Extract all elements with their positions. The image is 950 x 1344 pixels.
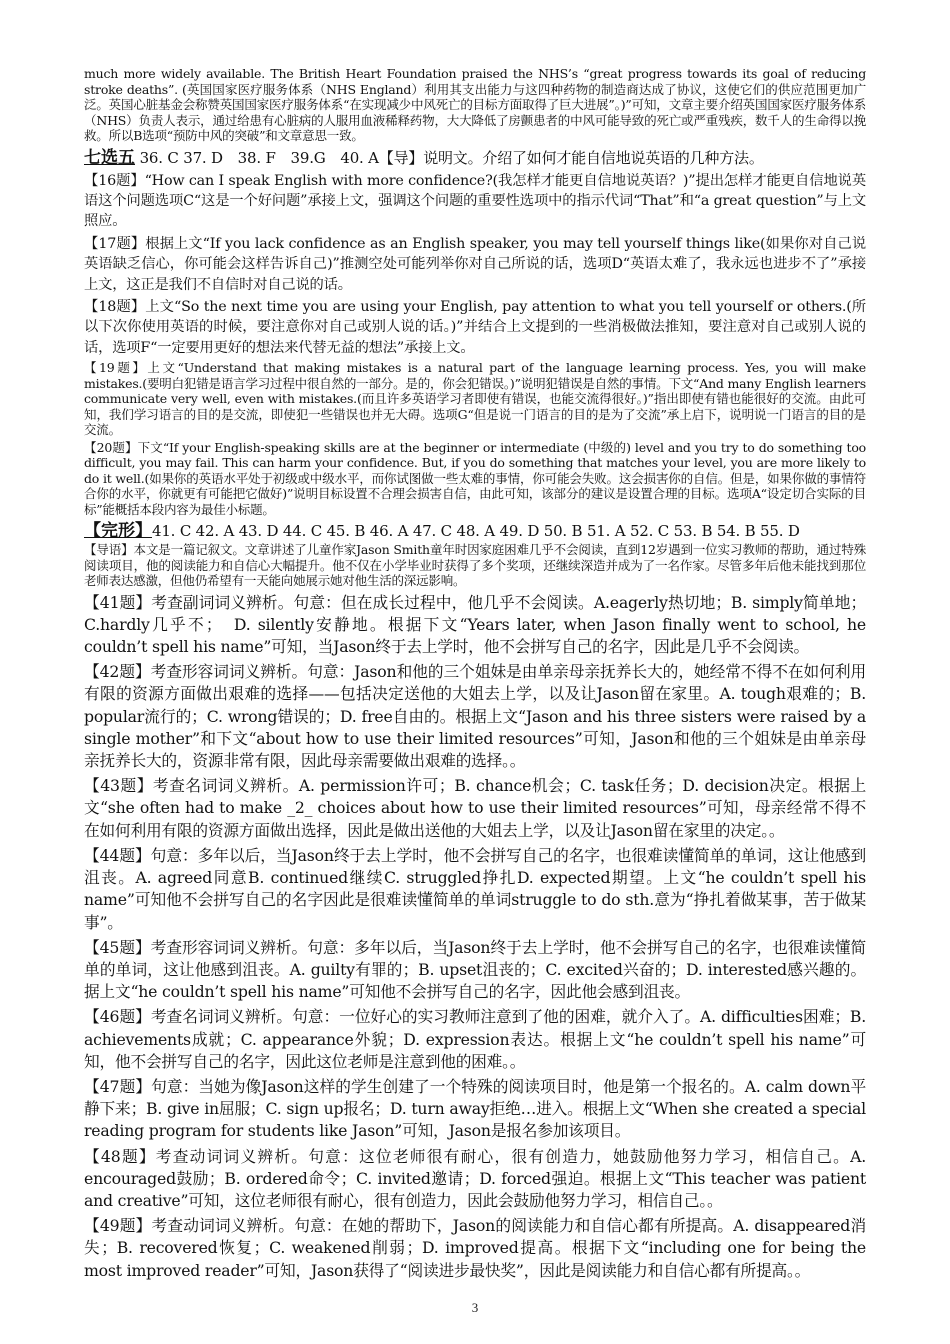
question-47-explanation: 【47题】句意：当她为像Jason这样的学生创建了一个特殊的阅读项目时，他是第一个报名的。A. calm down平静下来；B. give in屈服；C. sign up报名；D. turn away拒绝…进入。根据上文“When she created a special reading program for students like Jason”可知，Jason是报名参加该项目。	[84, 1076, 866, 1141]
question-43-explanation: 【43题】考查名词词义辨析。A. permission许可；B. chance机会；C. task任务；D. decision决定。根据上文“she often had to make _2_ choices about how to use their limited resources”可知，母亲经常不得不在如何利用有限的资源方面做出选择，因此是做出送他的大姐去上学，以及让Jason留在家里的决定。。	[84, 776, 866, 840]
question-20-explanation: 【20题】下文“If your English-speaking skills are at the beginner or intermediate (中级的) level and you try to do something too difficult, you may fail. This can harm your confidence. But, if you do something that matches your level, you are more likely to do it well.(如果你的英语水平处于初级或中级水平，而你试图做一些太难的事情，你可能会失败。这会损害你的自信。但是，如果你做的事情符合你的水平，你就更有可能把它做好)”说明目标设置不合理会损害自信，由此可知，该部分的建议是设置合理的目标。选项A“设定切合实际的目标”能概括本段内容为最佳小标题。	[84, 439, 866, 517]
question-18-explanation: 【18题】上文“So the next time you are using your English, pay attention to what you tell yourself or others.(所以下次你使用英语的时候，要注意你对自己或别人说的话。)”并结合上文提到的一些消极做法推知，要注意对自己或别人说的话，选项F“一定要用更好的想法来代替无益的想法”承接上文。	[84, 298, 866, 356]
section-cloze-title: 【完形】	[84, 521, 152, 542]
question-49-explanation: 【49题】考查动词词义辨析。句意：在她的帮助下，Jason的阅读能力和自信心都有所提高。A. disappeared消失；B. recovered恢复；C. weakened削弱；D. improved提高。根据下文“including one for being the most improved reader”可知，Jason获得了“阅读进步最快奖”，因此是阅读能力和自信心都有所提高。。	[84, 1216, 866, 1280]
question-16-explanation: 【16题】“How can I speak English with more confidence?(我怎样才能更自信地说英语？)”提出怎样才能更自信地说英语这个问题选项C“这是一个好问题”承接上文，强调这个问题的重要性选项中的指示代词“That”和“a great question”与上文照应。	[84, 172, 866, 230]
question-45-explanation: 【45题】考查形容词词义辨析。句意：多年以后，当Jason终于去上学时，他不会拼写自己的名字，也很难读懂简单的单词，这让他感到沮丧。A. guilty有罪的；B. upset沮丧的；C. excited兴奋的；D. interested感兴趣的。据上文“he couldn’t spell his name”可知他不会拼写自己的名字，因此他会感到沮丧。	[84, 937, 866, 1002]
question-44-explanation: 【44题】句意：多年以后，当Jason终于去上学时，他不会拼写自己的名字，也很难读懂简单的单词，这让他感到沮丧。A. agreed同意B. continued继续C. struggled挣扎D. expected期望。上文“he couldn’t spell his name”可知他不会拼写自己的名字因此是很难读懂简单的单词struggle to do sth.意为“挣扎着做某事，苦于做某事”。	[84, 845, 866, 932]
question-19-explanation: 【19题】上文“Understand that making mistakes is a natural part of the language learning process. Yes, you will make mistakes.(要明白犯错是语言学习过程中很自然的一部分。是的，你会犯错误。)”说明犯错误是自然的事情。下文“And many English learners communicate very well, even with mistakes.(而且许多英语学习者即使有错误，也能交流得很好。)”指出即使有错也能很好的交流。由此可知，我们学习语言的目的是交流，即使犯一些错误也并无大碍。选项G“但是说一门语言的目的是为了交流”承上启下，说明说一门语言的目的是交流。	[84, 360, 866, 438]
section-seven-answers: 36. C 37. D 38. F 39.G 40. A【导】说明文。介绍了如何才能自信地说英语的几种方法。	[135, 148, 764, 167]
question-41-explanation: 【41题】考查副词词义辨析。句意：但在成长过程中，他几乎不会阅读。A.eagerly热切地；B. simply简单地；C.hardly几乎不； D. silently安静地。根据下文“Years later, when Jason finally went to school, he couldn’t spell his name”可知，当Jason终于去上学时，他不会拼写自己的名字，因此是几乎不会阅读。	[84, 592, 866, 657]
section-cloze	[84, 520, 866, 542]
question-46-explanation: 【46题】考查名词词义辨析。句意：一位好心的实习教师注意到了他的困难，就介入了。A. difficulties困难；B. achievements成就；C. appearance外貌；D. expression表达。根据上文“he couldn’t spell his name”可知，他不会拼写自己的名字，因此这位老师是注意到他的困难。。	[84, 1007, 866, 1071]
intro-paragraph: much more widely available. The British Heart Foundation praised the NHS’s “great progress towards its goal of reducing stroke deaths”. (英国国家医疗服务体系（NHS England）利用其支出能力与这四种药物的制造商达成了协议，这使它们的供应范围更加广泛。英国心脏基金会称赞英国国家医疗服务体系“在实现减少中风死亡的目标方面取得了巨大进展”。)”可知，文章主要介绍英国国家医疗服务体系（NHS）负责人表示，通过给患有心脏病的人服用血液稀释药物，大大降低了房颤患者的中风可能导致的死亡或严重残疾，数千人的生命得以挽救。所以B选项“预防中风的突破”和文章意思一致。	[84, 66, 866, 143]
answer-key-page	[84, 66, 866, 1282]
section-seven-title: 七选五	[84, 147, 135, 168]
question-42-explanation: 【42题】考查形容词词义辨析。句意：Jason和他的三个姐妹是由单亲母亲抚养长大的，她经常不得不在如何利用有限的资源方面做出艰难的选择——包括决定送他的大姐去上学，以及让Jason留在家里。A. tough艰难的；B. popular流行的；C. wrong错误的；D. free自由的。根据上文“Jason and his three sisters were raised by a single mother”和下文“about how to use their limited resources”可知，Jason和他的三个姐妹是由单亲母亲抚养长大的，资源非常有限，因此母亲需要做出艰难的选择。。	[84, 662, 866, 771]
cloze-intro: 【导语】本文是一篇记叙文。文章讲述了儿童作家Jason Smith童年时因家庭困难几乎不会阅读，直到12岁遇到一位实习教师的帮助，通过特殊阅读项目，他的阅读能力和自信心大幅提升。他不仅在小学毕业时获得了多个奖项，还继续深造并成为了一名作家。尽管多年后他未能找到那位老师表达感激，但他仍希望有一天能向她展示她对他生活的深远影响。	[84, 542, 866, 589]
question-17-explanation: 【17题】根据上文“If you lack confidence as an English speaker, you may tell yourself things like(如果你对自己说英语缺乏信心，你可能会这样告诉自己)”推测空处可能列举你对自己所说的话，选项D“英语太难了，我永远也进步不了”承接上文，这正是我们不自信时对自己说的话。	[84, 235, 867, 293]
section-seven-choose-five	[84, 147, 866, 169]
section-cloze-answers: 41. C 42. A 43. D 44. C 45. B 46. A 47. C 48. A 49. D 50. B 51. A 52. C 53. B 54. B 55. D	[152, 522, 800, 541]
page-number: 3	[471, 1300, 479, 1315]
question-48-explanation: 【48题】考查动词词义辨析。句意：这位老师很有耐心，很有创造力，她鼓励他努力学习，相信自己。A. encouraged鼓励；B. ordered命令；C. invited邀请；D. forced强迫。根据上文“This teacher was patient and creative”可知，这位老师很有耐心，很有创造力，因此会鼓励他努力学习，相信自己。。	[84, 1146, 866, 1210]
